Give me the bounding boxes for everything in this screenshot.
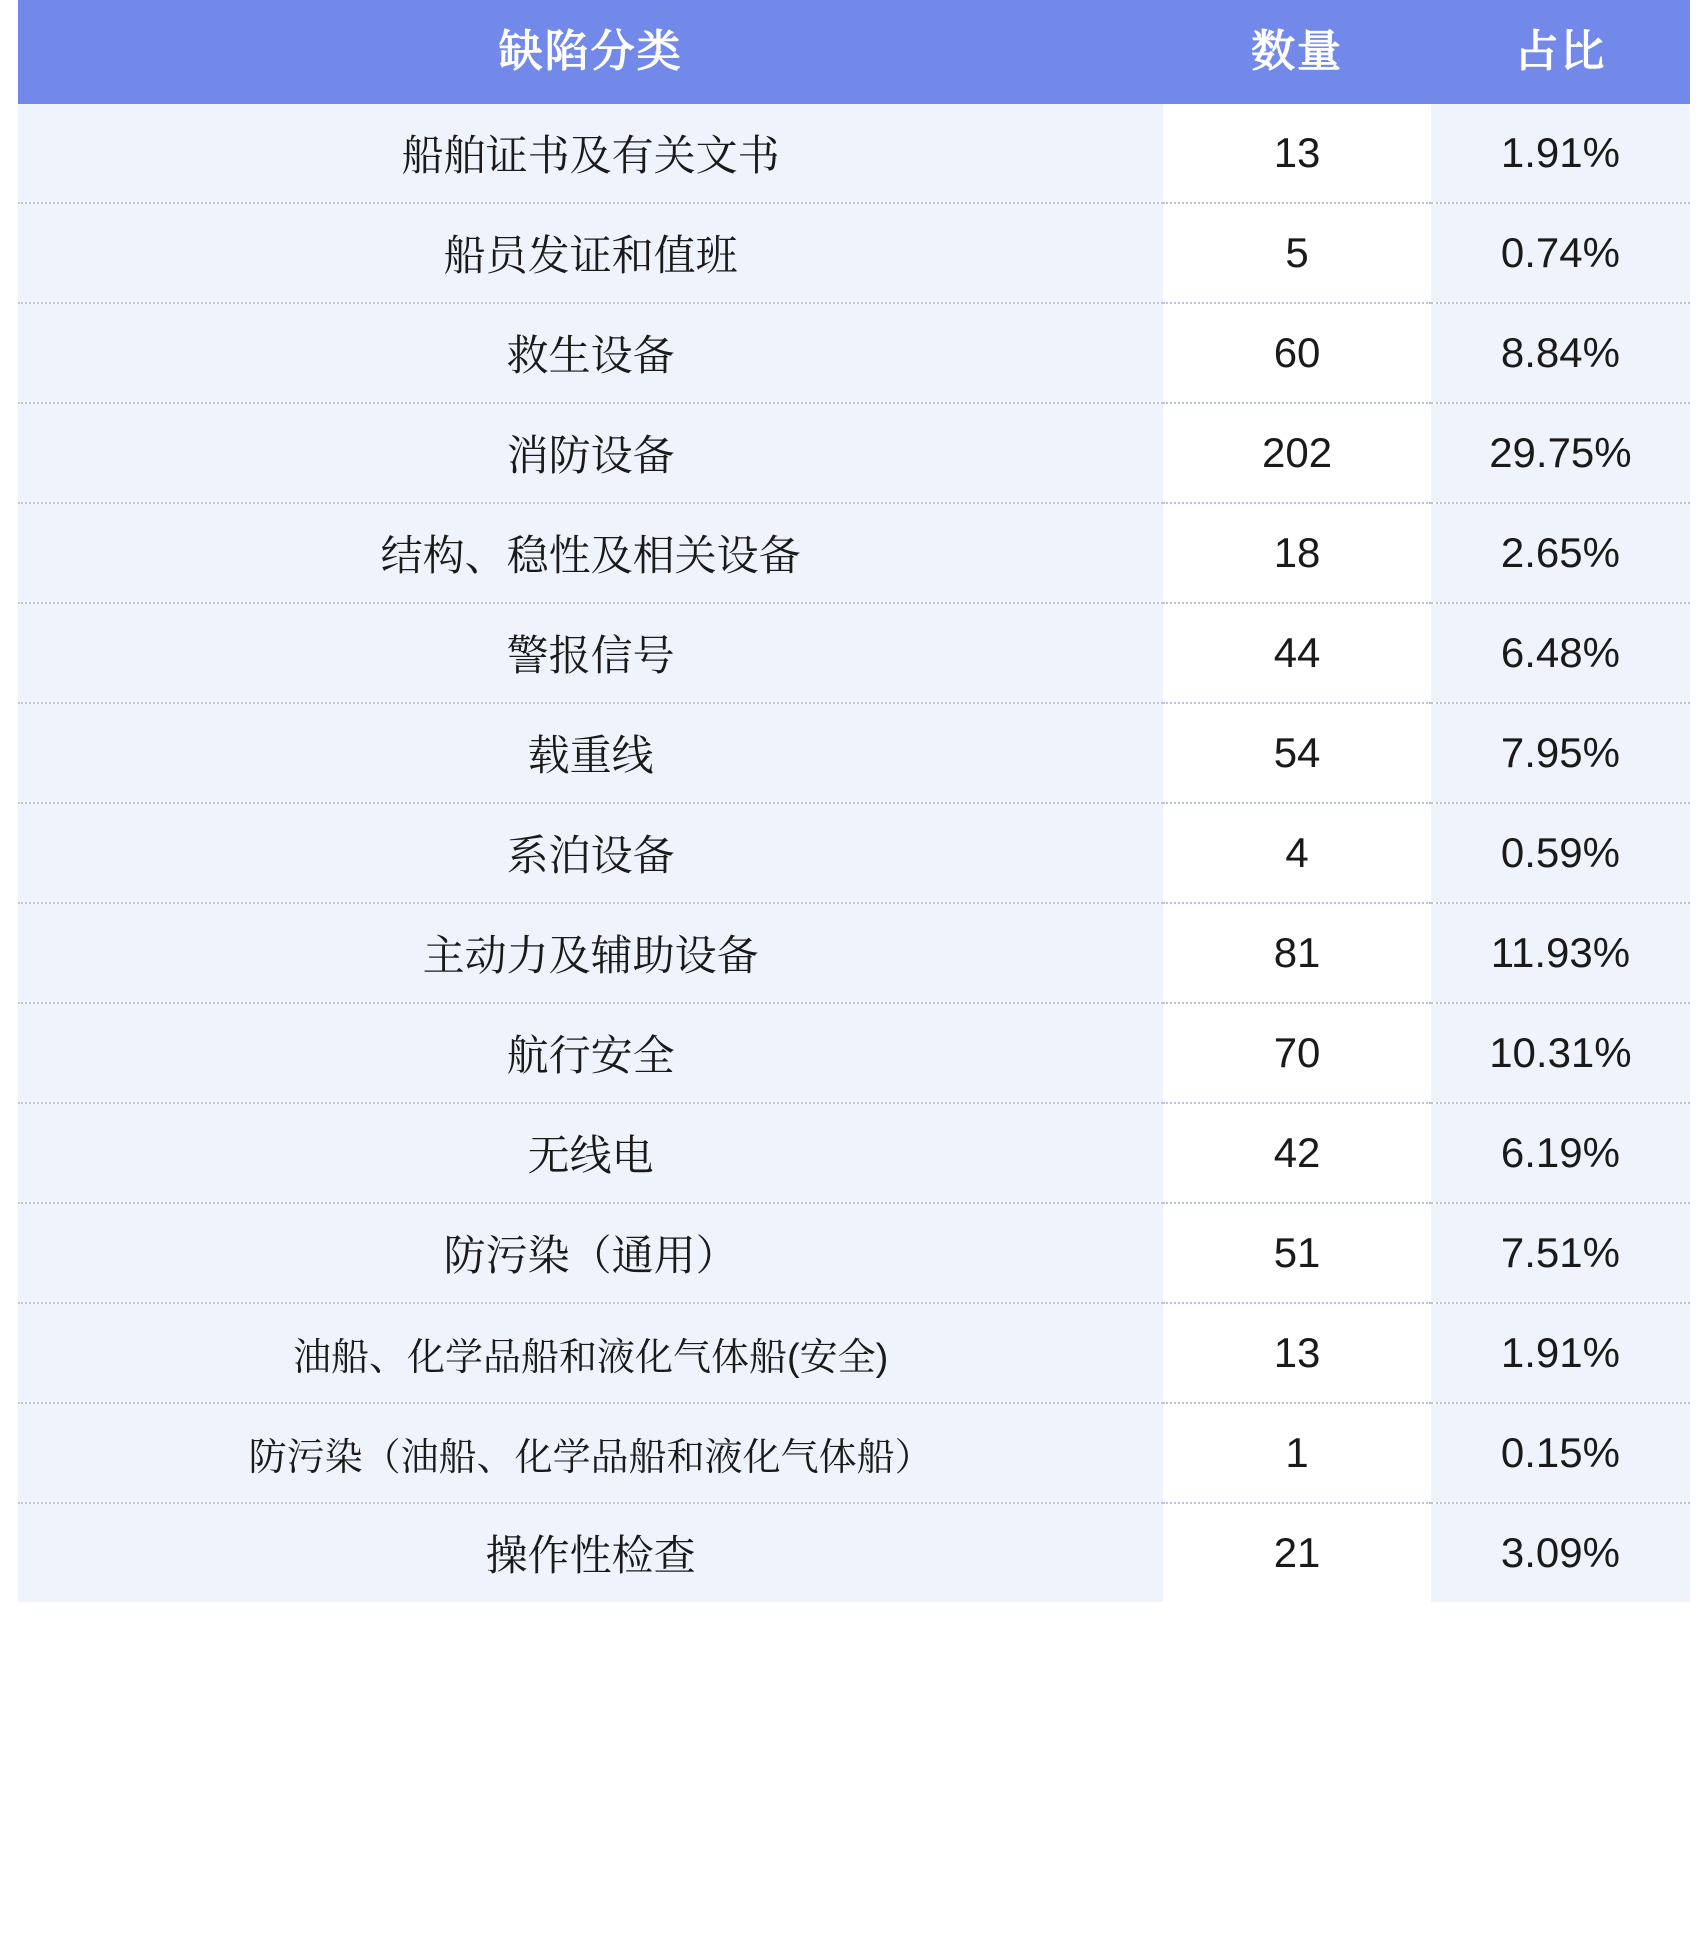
cell-count: 60 xyxy=(1163,303,1431,403)
table-row xyxy=(18,1103,1690,1203)
cell-count: 44 xyxy=(1163,603,1431,703)
cell-category: 载重线 xyxy=(18,703,1163,803)
cell-category: 无线电 xyxy=(18,1103,1163,1203)
table-row xyxy=(18,503,1690,603)
cell-percent: 1.91% xyxy=(1431,1303,1690,1403)
table-header xyxy=(18,0,1690,104)
cell-category: 结构、稳性及相关设备 xyxy=(18,503,1163,603)
cell-percent: 1.91% xyxy=(1431,104,1690,203)
cell-percent: 6.19% xyxy=(1431,1103,1690,1203)
cell-category: 船员发证和值班 xyxy=(18,203,1163,303)
cell-percent: 0.15% xyxy=(1431,1403,1690,1503)
table-body xyxy=(18,104,1690,1602)
table-row xyxy=(18,703,1690,803)
cell-percent: 11.93% xyxy=(1431,903,1690,1003)
table-row xyxy=(18,803,1690,903)
cell-category: 警报信号 xyxy=(18,603,1163,703)
cell-category: 救生设备 xyxy=(18,303,1163,403)
table-row xyxy=(18,403,1690,503)
cell-count: 70 xyxy=(1163,1003,1431,1103)
cell-percent: 0.59% xyxy=(1431,803,1690,903)
cell-category: 油船、化学品船和液化气体船(安全) xyxy=(18,1303,1163,1403)
cell-count: 13 xyxy=(1163,104,1431,203)
cell-count: 54 xyxy=(1163,703,1431,803)
cell-count: 81 xyxy=(1163,903,1431,1003)
cell-category: 防污染（通用） xyxy=(18,1203,1163,1303)
cell-count: 18 xyxy=(1163,503,1431,603)
cell-count: 21 xyxy=(1163,1503,1431,1602)
cell-category: 消防设备 xyxy=(18,403,1163,503)
cell-count: 4 xyxy=(1163,803,1431,903)
cell-percent: 6.48% xyxy=(1431,603,1690,703)
table-header-row xyxy=(18,0,1690,104)
table-row xyxy=(18,1003,1690,1103)
cell-percent: 0.74% xyxy=(1431,203,1690,303)
cell-percent: 29.75% xyxy=(1431,403,1690,503)
cell-percent: 3.09% xyxy=(1431,1503,1690,1602)
table-row xyxy=(18,1203,1690,1303)
cell-category: 防污染（油船、化学品船和液化气体船） xyxy=(18,1403,1163,1503)
cell-count: 5 xyxy=(1163,203,1431,303)
cell-count: 202 xyxy=(1163,403,1431,503)
column-header-count: 数量 xyxy=(1163,0,1431,104)
cell-percent: 7.95% xyxy=(1431,703,1690,803)
table-row xyxy=(18,1403,1690,1503)
defect-category-table xyxy=(18,0,1690,1602)
cell-count: 13 xyxy=(1163,1303,1431,1403)
cell-count: 51 xyxy=(1163,1203,1431,1303)
column-header-category: 缺陷分类 xyxy=(18,0,1163,104)
cell-category: 船舶证书及有关文书 xyxy=(18,104,1163,203)
cell-count: 1 xyxy=(1163,1403,1431,1503)
cell-percent: 8.84% xyxy=(1431,303,1690,403)
cell-category: 主动力及辅助设备 xyxy=(18,903,1163,1003)
cell-percent: 2.65% xyxy=(1431,503,1690,603)
table-row xyxy=(18,603,1690,703)
cell-category: 航行安全 xyxy=(18,1003,1163,1103)
cell-count: 42 xyxy=(1163,1103,1431,1203)
cell-percent: 10.31% xyxy=(1431,1003,1690,1103)
table-row xyxy=(18,1503,1690,1602)
table-row xyxy=(18,104,1690,203)
column-header-percent: 占比 xyxy=(1431,0,1690,104)
cell-category: 操作性检查 xyxy=(18,1503,1163,1602)
cell-percent: 7.51% xyxy=(1431,1203,1690,1303)
table-row xyxy=(18,203,1690,303)
table-row xyxy=(18,303,1690,403)
cell-category: 系泊设备 xyxy=(18,803,1163,903)
table-row xyxy=(18,903,1690,1003)
table-row xyxy=(18,1303,1690,1403)
